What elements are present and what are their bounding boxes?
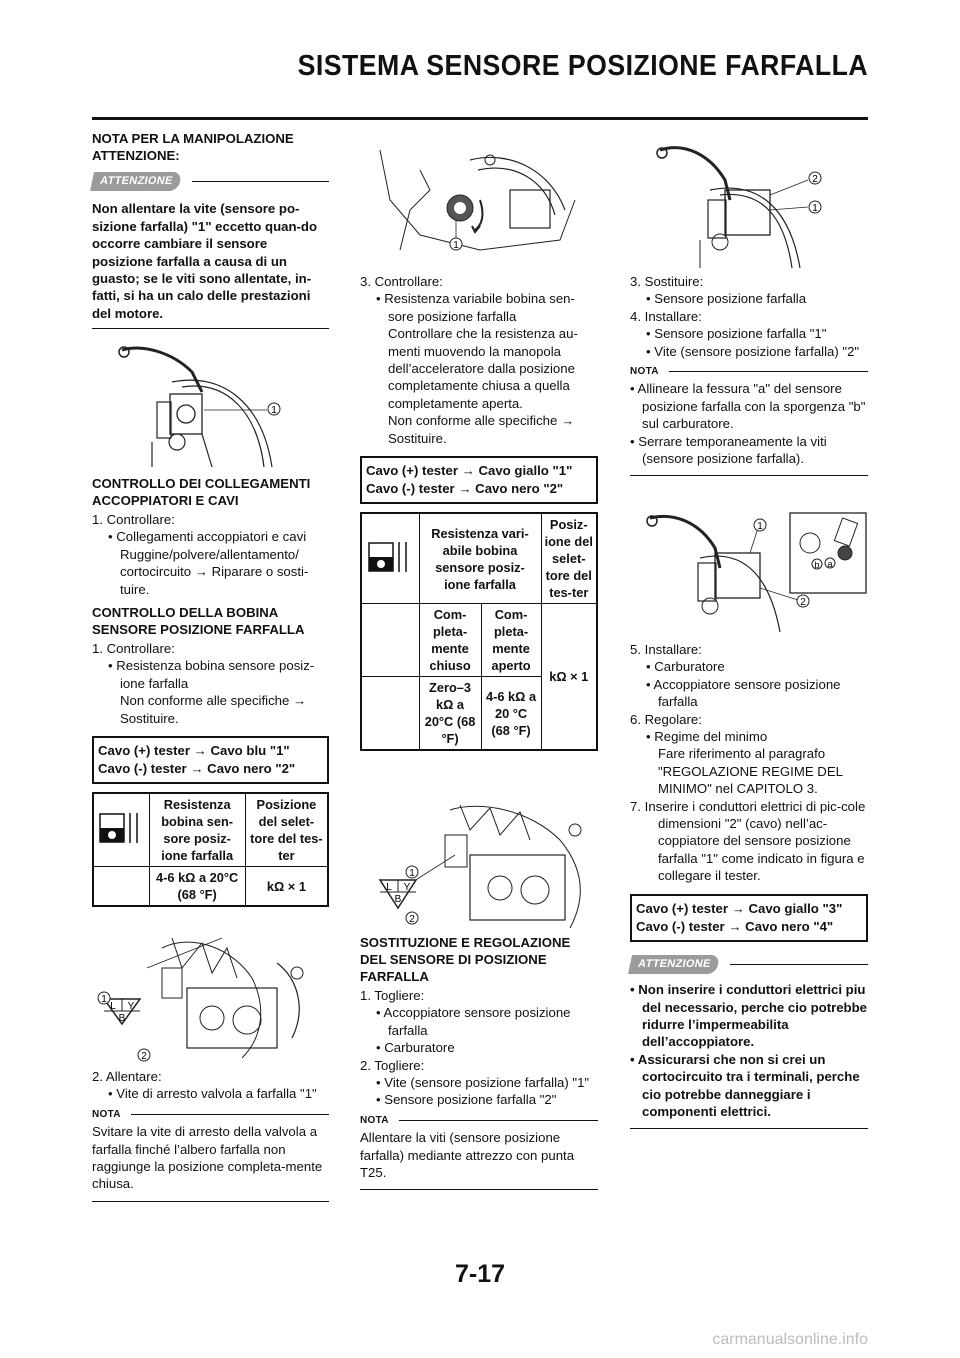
- bullet-vite: • Vite (sensore posizione farfalla) "1": [376, 1075, 590, 1091]
- controllo-heading: CONTROLLO DEI COLLEGAMENTI ACCOPPIATORI E CAVI: [92, 476, 311, 508]
- sub-ruggine: Ruggine/polvere/allentamento/: [120, 546, 299, 562]
- attenzione-badge: ATTENZIONE: [90, 172, 183, 191]
- spec-table: [92, 792, 329, 907]
- nota-text-2: Allentare la viti (sensore posizione farfalla) mediante attrezzo con punta T25.: [360, 1130, 575, 1181]
- table2-selector: kΩ × 1: [541, 604, 597, 751]
- tester-box-2: Cavo (+) tester → Cavo giallo "1" Cavo (-) tester → Cavo nero "2": [360, 456, 598, 504]
- step-installare: 4. Installare:: [630, 308, 702, 324]
- page-number: 7-17: [454, 1260, 506, 1288]
- bullet-sensore-posizione: • Sensore posizione farfalla: [646, 291, 807, 307]
- bullet-regime: • Regime del minimo: [646, 729, 768, 745]
- column-1-lower: [92, 475, 329, 907]
- table2-closed: Com-pleta-mente chiuso: [419, 604, 481, 677]
- header-rule: [92, 117, 868, 120]
- table2-header-selettore: Posiz-ione del selet-tore del tes-ter: [541, 513, 597, 604]
- bullet-sensore-1: • Sensore posizione farfalla "1": [646, 326, 827, 342]
- warning-text: Non allentare la vite (sensore po-sizione farfalla) "1" eccetto quan-do occorre cambiare il sensore posizione farfalla a causa di un guasto; se le viti sono allentate, in-fatti, si ha un calo delle prestazioni del motore.: [92, 201, 318, 321]
- svg-text:L: L: [386, 882, 392, 893]
- warning-rule: [92, 328, 329, 329]
- nota-serrare: • Serrare temporaneamente la viti (sensore posizione farfalla).: [630, 433, 827, 467]
- step-controllare: 1. Controllare:: [92, 512, 175, 527]
- bobina-heading: CONTROLLO DELLA BOBINA SENSORE POSIZIONE FARFALLA: [92, 605, 305, 638]
- sub-riferimento: Fare riferimento al paragrafo "REGOLAZIONE REGIME DEL MINIMO" nel CAPITOLO 3.: [658, 746, 843, 797]
- table-header-resistenza: Resistenza bobina sen-sore posiz-ione farfalla: [149, 793, 245, 867]
- step-togliere: 1. Togliere:: [360, 988, 425, 1003]
- svg-text:Y: Y: [127, 1001, 135, 1012]
- page-title: SISTEMA SENSORE POSIZIONE FARFALLA: [297, 50, 868, 82]
- table-header-posizione: Posizione del selet-tore del tes-ter: [245, 793, 328, 867]
- figure-connector-top: [92, 928, 329, 1063]
- svg-text:1: 1: [757, 521, 763, 532]
- bullet-resistenza-variabile: • Resistenza variabile bobina sen-sore posizione farfalla: [376, 291, 575, 324]
- table2-header-resistenza: Resistenza vari-abile bobina sensore posiz-ione farfalla: [419, 513, 541, 604]
- step-controllare-2: 1. Controllare:: [92, 641, 175, 657]
- tester-icon-cell: [93, 793, 149, 867]
- svg-text:L: L: [110, 1001, 116, 1012]
- svg-text:B: B: [394, 894, 402, 905]
- figure-sensor-alignment: [630, 508, 868, 633]
- bullet-vite-arresto: • Vite di arresto valvola a farfalla "1": [108, 1086, 317, 1102]
- bullet-sensore: • Sensore posizione farfalla "2": [376, 1092, 557, 1108]
- nota-heading: NOTA PER LA MANIPOLAZIONE ATTENZIONE:: [92, 131, 294, 163]
- svg-text:2: 2: [409, 914, 415, 925]
- attenzione-badge-2: ATTENZIONE: [628, 955, 721, 974]
- nota-allineare: • Allineare la fessura "a" del sensore posizione farfalla con la sporgenza "b" sul carburatore.: [630, 381, 866, 432]
- sub-controllare-resistenza: Controllare che la resistenza au-menti muovendo la manopola dell’acceleratore dalla posizione completamente chiusa a quella completamente aperta.: [388, 326, 578, 411]
- bullet-carburatore-2: • Carburatore: [646, 659, 725, 675]
- column-3: [630, 273, 868, 476]
- svg-text:1: 1: [101, 994, 107, 1005]
- tester-box-3: Cavo (+) tester → Cavo giallo "3" Cavo (-) tester → Cavo nero "4": [630, 894, 868, 942]
- svg-text:b: b: [814, 560, 820, 570]
- warning-cortocircuito: • Assicurarsi che non si crei un cortocircuito tra i terminali, perche cio potrebbe danneggiare i componenti elettrici.: [630, 1051, 860, 1119]
- figure-sensor-replace: [630, 140, 868, 270]
- svg-text:B: B: [118, 1013, 126, 1024]
- table-value-selettore: kΩ × 1: [245, 867, 328, 907]
- sub-sostituire: Sostituire.: [120, 710, 179, 726]
- table2-open: Com-pleta-mente aperto: [481, 604, 541, 677]
- svg-text:a: a: [827, 559, 833, 569]
- column-2-lower: [360, 934, 598, 1190]
- sub-nonconforme-2: Non conforme alle specifiche →: [388, 413, 575, 429]
- bullet-resistenza: • Resistenza bobina sensore posiz-ione farfalla: [108, 658, 315, 691]
- svg-text:2: 2: [141, 1051, 147, 1062]
- step-allentare: 2. Allentare:: [92, 1069, 162, 1084]
- sub-sostituire-2: Sostituire.: [388, 430, 447, 446]
- sub-nonconforme: Non conforme alle specifiche →: [120, 693, 307, 709]
- table-value-resistenza: 4-6 kΩ a 20°C (68 °F): [149, 867, 245, 907]
- column-3-lower: [630, 641, 868, 1129]
- tester-box: Cavo (+) tester → Cavo blu "1" Cavo (-) tester → Cavo nero "2": [92, 736, 329, 784]
- attenzione-header: [92, 172, 329, 191]
- nota-text: Svitare la vite di arresto della valvola a farfalla finché l’albero farfalla non raggiunge la posizione completa-mente chiusa.: [92, 1124, 323, 1192]
- step-togliere-2: 2. Togliere:: [360, 1057, 425, 1073]
- svg-text:1: 1: [453, 240, 459, 251]
- step-regolare: 6. Regolare:: [630, 711, 702, 727]
- bullet-collegamenti: • Collegamenti accoppiatori e cavi: [108, 529, 307, 545]
- bullet-vite-2: • Vite (sensore posizione farfalla) "2": [646, 343, 860, 359]
- svg-text:2: 2: [800, 597, 806, 608]
- svg-text:1: 1: [409, 868, 415, 879]
- spec-table-2: [360, 512, 598, 751]
- svg-text:2: 2: [812, 174, 818, 185]
- nota-label: NOTA: [630, 366, 659, 378]
- figure-throttle-sensor-screw: [112, 342, 292, 472]
- svg-text:Y: Y: [403, 882, 411, 893]
- bullet-accoppiatore-2: • Accoppiatore sensore posizione farfalla: [646, 676, 841, 710]
- warning-conduttori: • Non inserire i conduttori elettrici piu del necessario, perche cio potrebbe ridurre l’impermeabilita dell’accoppiatore.: [630, 982, 867, 1050]
- multimeter-icon: [99, 811, 143, 845]
- figure-throttle-screw: [360, 140, 598, 270]
- watermark: carmanualsonline.info: [712, 1331, 868, 1348]
- table2-closed-value: Zero–3 kΩ a 20°C (68 °F): [419, 677, 481, 751]
- figure-connector-2: [360, 800, 598, 930]
- step-sostituire: 3. Sostituire:: [630, 274, 704, 289]
- multimeter-icon: [368, 540, 412, 574]
- column-2: [360, 273, 598, 751]
- step-installare-2: 5. Installare:: [630, 642, 702, 657]
- nota-label: NOTA: [92, 1108, 121, 1120]
- bullet-carburatore: • Carburatore: [376, 1040, 455, 1056]
- column-1-bottom: [92, 1068, 329, 1202]
- sub-cortocircuito: cortocircuito → Riparare o sosti-tuire.: [120, 564, 309, 597]
- svg-text:1: 1: [812, 203, 818, 214]
- column-1: [92, 130, 329, 329]
- step-inserire: 7. Inserire i conduttori elettrici di pic-cole dimensioni "2" (cavo) nell’ac-coppiatore del sensore posizione farfalla "1" come indicato in figura e collegare il tester.: [630, 798, 866, 884]
- nota-label: NOTA: [360, 1114, 389, 1126]
- sostituzione-heading: SOSTITUZIONE E REGOLAZIONE DEL SENSORE DI POSIZIONE FARFALLA: [360, 935, 571, 984]
- callout-1: 1: [271, 405, 277, 416]
- step-controllare-3: 3. Controllare:: [360, 274, 443, 289]
- bullet-accoppiatore: • Accoppiatore sensore posizione farfalla: [376, 1005, 571, 1038]
- table2-open-value: 4-6 kΩ a 20 °C (68 °F): [481, 677, 541, 751]
